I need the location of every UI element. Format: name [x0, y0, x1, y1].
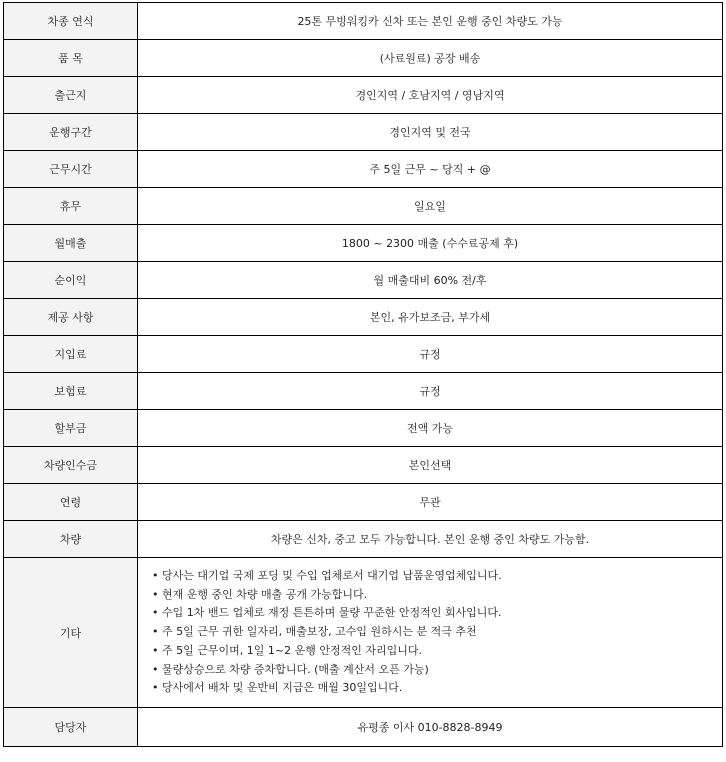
table-row	[4, 262, 723, 299]
row-value-work-hours: 주 5일 근무 ~ 당직 + @	[138, 151, 723, 188]
row-value-installment: 전액 가능	[138, 410, 723, 447]
row-label-installment: 할부금	[4, 410, 138, 447]
row-value-route: 경인지역 및 전국	[138, 114, 723, 151]
table-row	[4, 447, 723, 484]
table-row	[4, 373, 723, 410]
list-item: • 당사에서 배차 및 운반비 지급은 매월 30일입니다.	[152, 679, 718, 698]
table-row	[4, 484, 723, 521]
table-row-etc	[4, 558, 723, 708]
table-row	[4, 336, 723, 373]
row-label-etc: 기타	[4, 558, 138, 708]
row-value-contact: 유평종 이사 010-8828-8949	[138, 708, 723, 747]
row-value-etc	[138, 558, 723, 708]
row-label-work-hours: 근무시간	[4, 151, 138, 188]
table-row	[4, 299, 723, 336]
list-item: • 물량상승으로 차량 증차합니다. (매출 계산서 오픈 가능)	[152, 661, 718, 680]
list-item: • 수입 1차 밴드 업체로 재정 튼튼하며 물량 꾸준한 안정적인 회사입니다.	[152, 604, 718, 623]
table-row	[4, 225, 723, 262]
row-label-monthly-sales: 월매출	[4, 225, 138, 262]
table-row	[4, 151, 723, 188]
table-row	[4, 40, 723, 77]
row-label-acquisition: 차량인수금	[4, 447, 138, 484]
list-item: • 당사는 대기업 국제 포딩 및 수입 업체로서 대기업 납품운영업체입니다.	[152, 567, 718, 586]
table-row	[4, 3, 723, 40]
row-value-net-profit: 월 매출대비 60% 전/후	[138, 262, 723, 299]
row-label-provided: 제공 사항	[4, 299, 138, 336]
row-label-age: 연령	[4, 484, 138, 521]
row-value-vehicle-year: 25톤 무빙워킹카 신차 또는 본인 운행 중인 차량도 가능	[138, 3, 723, 40]
table-row	[4, 410, 723, 447]
row-label-day-off: 휴무	[4, 188, 138, 225]
table-row	[4, 114, 723, 151]
table-row	[4, 77, 723, 114]
row-value-item: (사료원료) 공장 배송	[138, 40, 723, 77]
table-row	[4, 188, 723, 225]
row-label-vehicle-year: 차종 연식	[4, 3, 138, 40]
table-row-contact	[4, 708, 723, 747]
row-label-item: 품 목	[4, 40, 138, 77]
row-value-departure: 경인지역 / 호남지역 / 영남지역	[138, 77, 723, 114]
row-label-vehicle: 차량	[4, 521, 138, 558]
row-label-insurance: 보험료	[4, 373, 138, 410]
list-item: • 주 5일 근무이며, 1일 1~2 운행 안정적인 자리입니다.	[152, 642, 718, 661]
row-value-acquisition: 본인선택	[138, 447, 723, 484]
table-row	[4, 521, 723, 558]
row-value-provided: 본인, 유가보조금, 부가세	[138, 299, 723, 336]
row-value-vehicle: 차량은 신차, 중고 모두 가능합니다. 본인 운행 중인 차량도 가능함.	[138, 521, 723, 558]
row-label-contact: 담당자	[4, 708, 138, 747]
row-value-membership-fee: 규정	[138, 336, 723, 373]
row-label-departure: 출근지	[4, 77, 138, 114]
row-label-membership-fee: 지입료	[4, 336, 138, 373]
job-info-table	[3, 2, 723, 747]
list-item: • 주 5일 근무 귀한 일자리, 매출보장, 고수입 원하시는 분 적극 추천	[152, 623, 718, 642]
row-value-day-off: 일요일	[138, 188, 723, 225]
etc-notes-list	[142, 567, 718, 698]
row-label-route: 운행구간	[4, 114, 138, 151]
row-value-monthly-sales: 1800 ~ 2300 매출 (수수료공제 후)	[138, 225, 723, 262]
list-item: • 현재 운행 중인 차량 매출 공개 가능합니다.	[152, 586, 718, 605]
row-value-insurance: 규정	[138, 373, 723, 410]
row-value-age: 무관	[138, 484, 723, 521]
row-label-net-profit: 순이익	[4, 262, 138, 299]
